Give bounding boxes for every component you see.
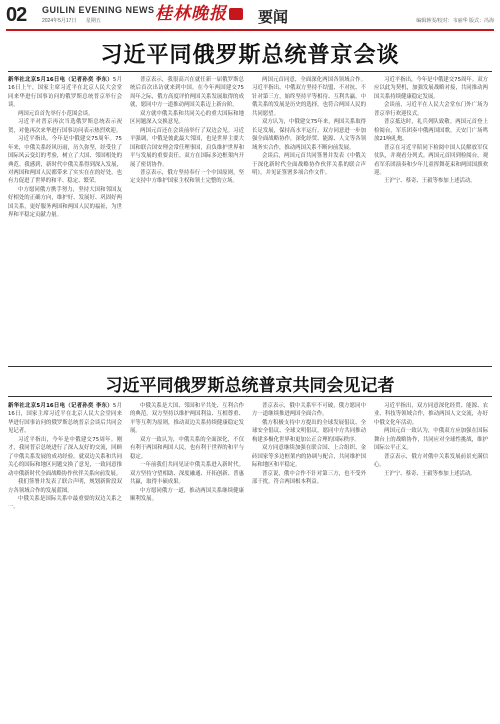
article-paragraph: 双方就中俄关系和共同关心的重大国际和地区问题深入交换意见。 (130, 110, 244, 126)
article-paragraph: 一年前我们共同见证中俄关系进入新时代。双方坚持守望相助、深度融通、开拓创新、普惠共赢，取得丰硕成果。 (130, 462, 244, 486)
article-paragraph: 中俄关系是国际关系中最重要的双边关系之一。 (8, 495, 122, 511)
article-2-headline: 习近平同俄罗斯总统普京共同会见记者 (105, 376, 395, 396)
page-header (0, 0, 500, 30)
article-paragraph: 中方愿同俄方一道，推动两国关系继续健康顺利发展。 (130, 487, 244, 502)
article-paragraph: 习近平指出，今年是中俄建交75周年。双方应以此为契机，加强发展战略对接，共同推动两国关系持续健康稳定发展。 (374, 77, 488, 100)
article-paragraph: 中方愿同俄方携手努力，坚持大国和邻国友好相处的正确方向，维护好、发展好、巩固好两国关系，更好服务两国和两国人民的福祉，为世界和平稳定贡献力量。 (8, 186, 122, 219)
article-2-top-rule (8, 366, 492, 367)
article-2-column (130, 402, 244, 720)
article-paragraph: 两国元首同意，全面深化两国各领域合作。习近平指出，中俄双方坚持不结盟、不对抗、不针对第三方，始终坚持平等相待、互利共赢。中俄关系的发展是历史的选择，也符合两国人民的共同愿望。 (252, 77, 366, 117)
article-paragraph: 中俄关系是大国、邻国和平共处、互利合作的典范。双方坚持以维护两国利益、互相尊重、平等互利为原则，推动双边关系持续健康稳定发展。 (130, 403, 244, 435)
article-paragraph: 普京表示，我很高兴在就任新一届俄罗斯总统后首次出访就来到中国。在今年两国建交75周年之际，俄方高度评价两国关系发展取得的成就，愿同中方一道推动两国关系迈上新台阶。 (130, 77, 244, 109)
article-paragraph: 5月16日上午，国家主席习近平在北京人民大会堂同来华进行国事访问的俄罗斯总统普京举行会谈。 (8, 77, 122, 109)
issue-date: 2024年5月17日 (42, 18, 77, 24)
article-paragraph: 王沪宁、蔡奇、王毅等参加上述活动。 (384, 178, 476, 185)
article-1-column (8, 76, 122, 364)
editor-credits: 编辑蒋雯/校对：韦丽华 版式：冯海 (416, 18, 494, 24)
article-paragraph: 双方同意继续加强在联合国、上合组织、金砖国家等多边框架内的协调与配合，共同维护国际和地区和平稳定。 (252, 445, 366, 469)
article-paragraph: 王沪宁、蔡奇、王毅等参加上述活动。 (384, 470, 476, 477)
header-divider (6, 29, 494, 31)
article-paragraph: 普京表示，俄方坚持奉行一个中国原则，坚定支持中方维护国家主权和领土完整的立场。 (130, 169, 244, 185)
article-1-column (130, 76, 244, 364)
article-paragraph: 我们签署并发表了联合声明，规划新阶段双方各领域合作的发展蓝图。 (8, 479, 122, 494)
article-paragraph: 普京在习近平陪同下检阅中国人民解放军仪仗队，并观看分列式。两国元首回到检阅台，观看军乐团演奏和少年儿童挥舞花束和两国国旗欢迎。 (374, 144, 488, 176)
article-2-column (8, 402, 122, 720)
paper-name-en: GUILIN EVENING NEWS (42, 5, 155, 15)
article-paragraph: 两国元首一致认为，中俄双方应加强在国际舞台上的战略协作，共同应对全球性挑战，维护国际公平正义。 (374, 428, 488, 452)
article-paragraph: 双方认为，中俄建交75年来，两国关系取得长足发展，保持高水平运行。双方同意进一步加强全面战略协作，深化经贸、能源、人文等各领域务实合作，推动两国关系不断向前发展。 (252, 119, 366, 151)
article-1-column (252, 76, 366, 364)
article-1-headline: 习近平同俄罗斯总统普京会谈 (100, 43, 400, 68)
page-number: 02 (6, 4, 27, 26)
article-paragraph: 5月16日，国家主席习近平在北京人民大会堂同来华进行国事访问的俄罗斯总统普京会谈后共同会见记者。 (8, 403, 122, 435)
article-1-dateline: 新华社北京5月16日电（记者孙奕 李东） (8, 77, 113, 83)
article-paragraph: 习近平指出，今年是中俄建交75周年。刚才，我同普京总统进行了深入友好的交流，回顾了中俄关系发展的成功经验，就双边关系和共同关心的国际和地区问题交换了意见，一致同意推动中俄新时代全面战略协作伙伴关系向前发展。 (8, 436, 122, 477)
article-1-column (374, 76, 488, 364)
article-2-column (252, 402, 366, 720)
article-paragraph: 普京表示，俄中关系牢不可破，俄方愿同中方一道继续推进两国全面合作。 (252, 403, 366, 418)
issue-date-line (42, 17, 109, 24)
article-2-dateline: 新华社北京5月16日电（记者孙奕 李东） (8, 403, 113, 409)
section-title: 要闻 (258, 8, 289, 26)
article-1-top-rule (8, 71, 492, 72)
issue-weekday: 星期五 (85, 18, 101, 24)
article-2-headline-rule (8, 396, 492, 397)
article-paragraph: 普京表示，俄方对俄中关系发展前景充满信心。 (374, 453, 488, 469)
article-paragraph: 习近平对普京再次当选俄罗斯总统表示祝贺，对他再次来华进行国事访问表示热烈欢迎。 (8, 119, 122, 134)
article-paragraph: 双方一致认为，中俄关系的全面深化，不仅有利于两国和两国人民，也有利于世界的和平与稳定。 (130, 436, 244, 460)
article-2-column (374, 402, 488, 720)
article-paragraph: 俄方积极支持中方提出的全球发展倡议、全球安全倡议、全球文明倡议，愿同中方共同推动构建多极化世界和更加公正合理的国际秩序。 (252, 419, 366, 443)
article-paragraph: 会谈后，两国元首共同签署并发表《中俄关于深化新时代全面战略协作伙伴关系的联合声明》，并见证签署多项合作文件。 (252, 153, 366, 176)
article-paragraph: 会谈前，习近平在人民大会堂东门外广场为普京举行欢迎仪式。 (374, 102, 488, 117)
article-paragraph: 普京说，俄中合作不针对第三方，也不受外部干扰，符合两国根本利益。 (252, 470, 366, 486)
article-paragraph: 习近平指出，今年是中俄建交75周年。75年来，中俄关系经风历雨，历久弥坚，经受住了国际风云变幻的考验，树立了大国、邻国相处的典范。我感到，新时代中俄关系得到深入发展，对两国和两国人民都带来了实实在在的好处，也有力促进了世界的和平、稳定、繁荣。 (8, 136, 122, 185)
article-paragraph: 两国元首还在会谈前举行了双边会见。习近平强调，中俄是彼此最大邻国，也是世界主要大国和联合国安理会常任理事国，肩负维护世界和平与发展的重要责任。双方在国际多边框架内开展了密切协作。 (130, 127, 244, 168)
article-paragraph: 普京抵达时，礼兵列队致敬。两国元首登上检阅台，军乐团奏中俄两国国歌。天安门广场鸣放21响礼炮。 (374, 119, 488, 143)
article-paragraph: 习近平指出，双方同意深化经贸、能源、农业、科技等领域合作，推动两国人文交流，办好中俄文化年活动。 (374, 403, 488, 426)
article-paragraph: 两国元首首先举行小范围会谈。 (18, 110, 94, 117)
newspaper-logo: 桂林晚报 (155, 4, 227, 24)
logo-mark-icon (229, 8, 243, 20)
